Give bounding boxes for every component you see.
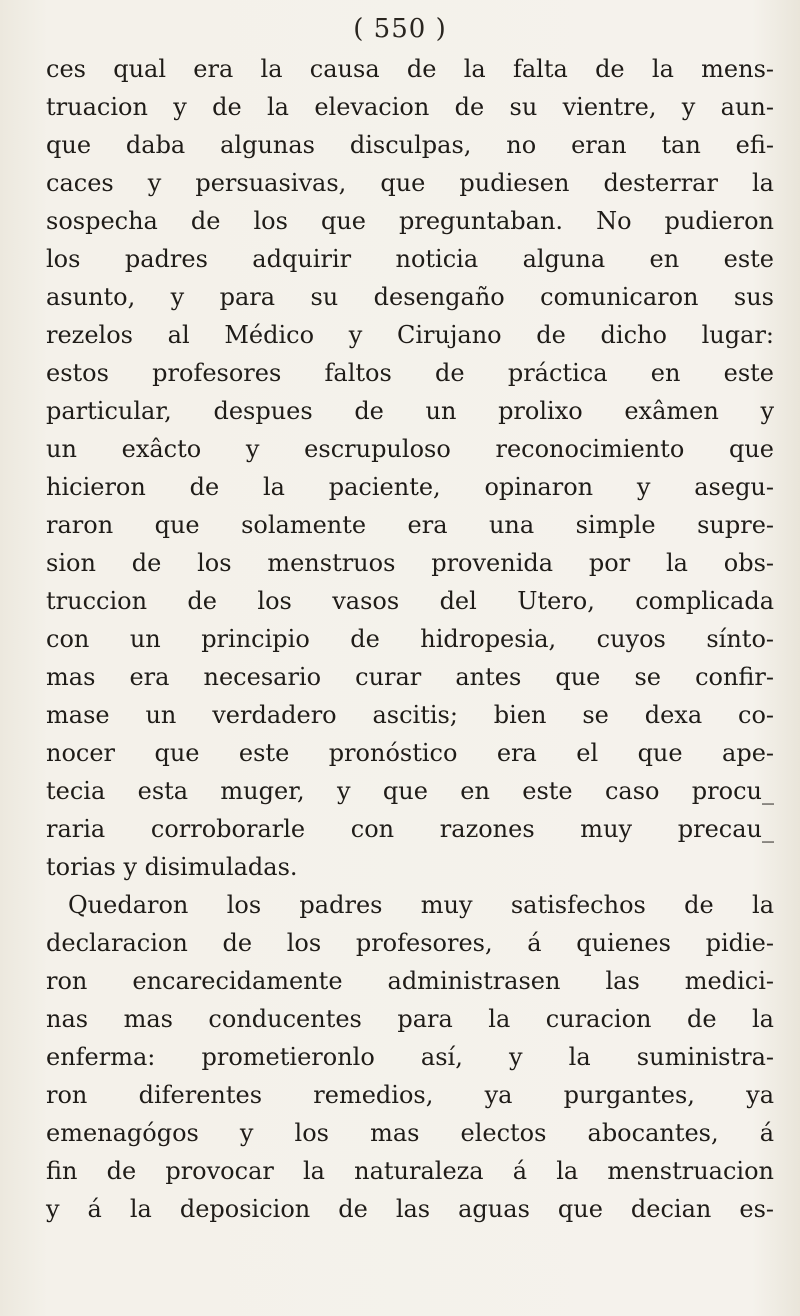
text-line: truccion de los vasos del Utero, complicada [46,587,774,615]
text-line: sospecha de los que preguntaban. No pudieron [46,207,774,235]
text-line: ron diferentes remedios, ya purgantes, ya [46,1081,774,1109]
text-line: raria corroborarle con razones muy precau_ [46,815,774,843]
text-line: enferma: prometieronlo así, y la suministra- [46,1043,774,1071]
page-number: ( 550 ) [353,14,447,44]
text-line: que daba algunas disculpas, no eran tan efi- [46,131,774,159]
text-line: ces qual era la causa de la falta de la mens- [46,55,774,83]
text-line: particular, despues de un prolixo exâmen y [46,397,774,425]
text-line: raron que solamente era una simple supre- [46,511,774,539]
text-line: tecia esta muger, y que en este caso procu_ [46,777,774,805]
text-line: estos profesores faltos de práctica en este [46,359,774,387]
text-line: emenagógos y los mas electos abocantes, á [46,1119,774,1147]
text-line: con un principio de hidropesia, cuyos sínto- [46,625,774,653]
text-line: declaracion de los profesores, á quienes pidie- [46,929,774,957]
text-line: torias y disimuladas. [46,853,298,881]
text-line: nas mas conducentes para la curacion de la [46,1005,774,1033]
text-line: hicieron de la paciente, opinaron y asegu- [46,473,774,501]
text-line: ron encarecidamente administrasen las medici- [46,967,774,995]
text-line: Quedaron los padres muy satisfechos de la [68,891,774,919]
text-line: un exâcto y escrupuloso reconocimiento que [46,435,774,463]
text-line: sion de los menstruos provenida por la obs- [46,549,774,577]
text-line: truacion y de la elevacion de su vientre, y aun- [46,93,774,121]
text-line: asunto, y para su desengaño comunicaron sus [46,283,774,311]
text-line: rezelos al Médico y Cirujano de dicho lugar: [46,321,774,349]
text-line: y á la deposicion de las aguas que decian es- [46,1195,774,1223]
body-text [46,50,774,1228]
text-line: mas era necesario curar antes que se confir- [46,663,774,691]
text-line: nocer que este pronóstico era el que ape- [46,739,774,767]
text-line: los padres adquirir noticia alguna en este [46,245,774,273]
text-line: caces y persuasivas, que pudiesen desterrar la [46,169,774,197]
text-line: mase un verdadero ascitis; bien se dexa co- [46,701,774,729]
text-line: fin de provocar la naturaleza á la menstruacion [46,1157,774,1185]
